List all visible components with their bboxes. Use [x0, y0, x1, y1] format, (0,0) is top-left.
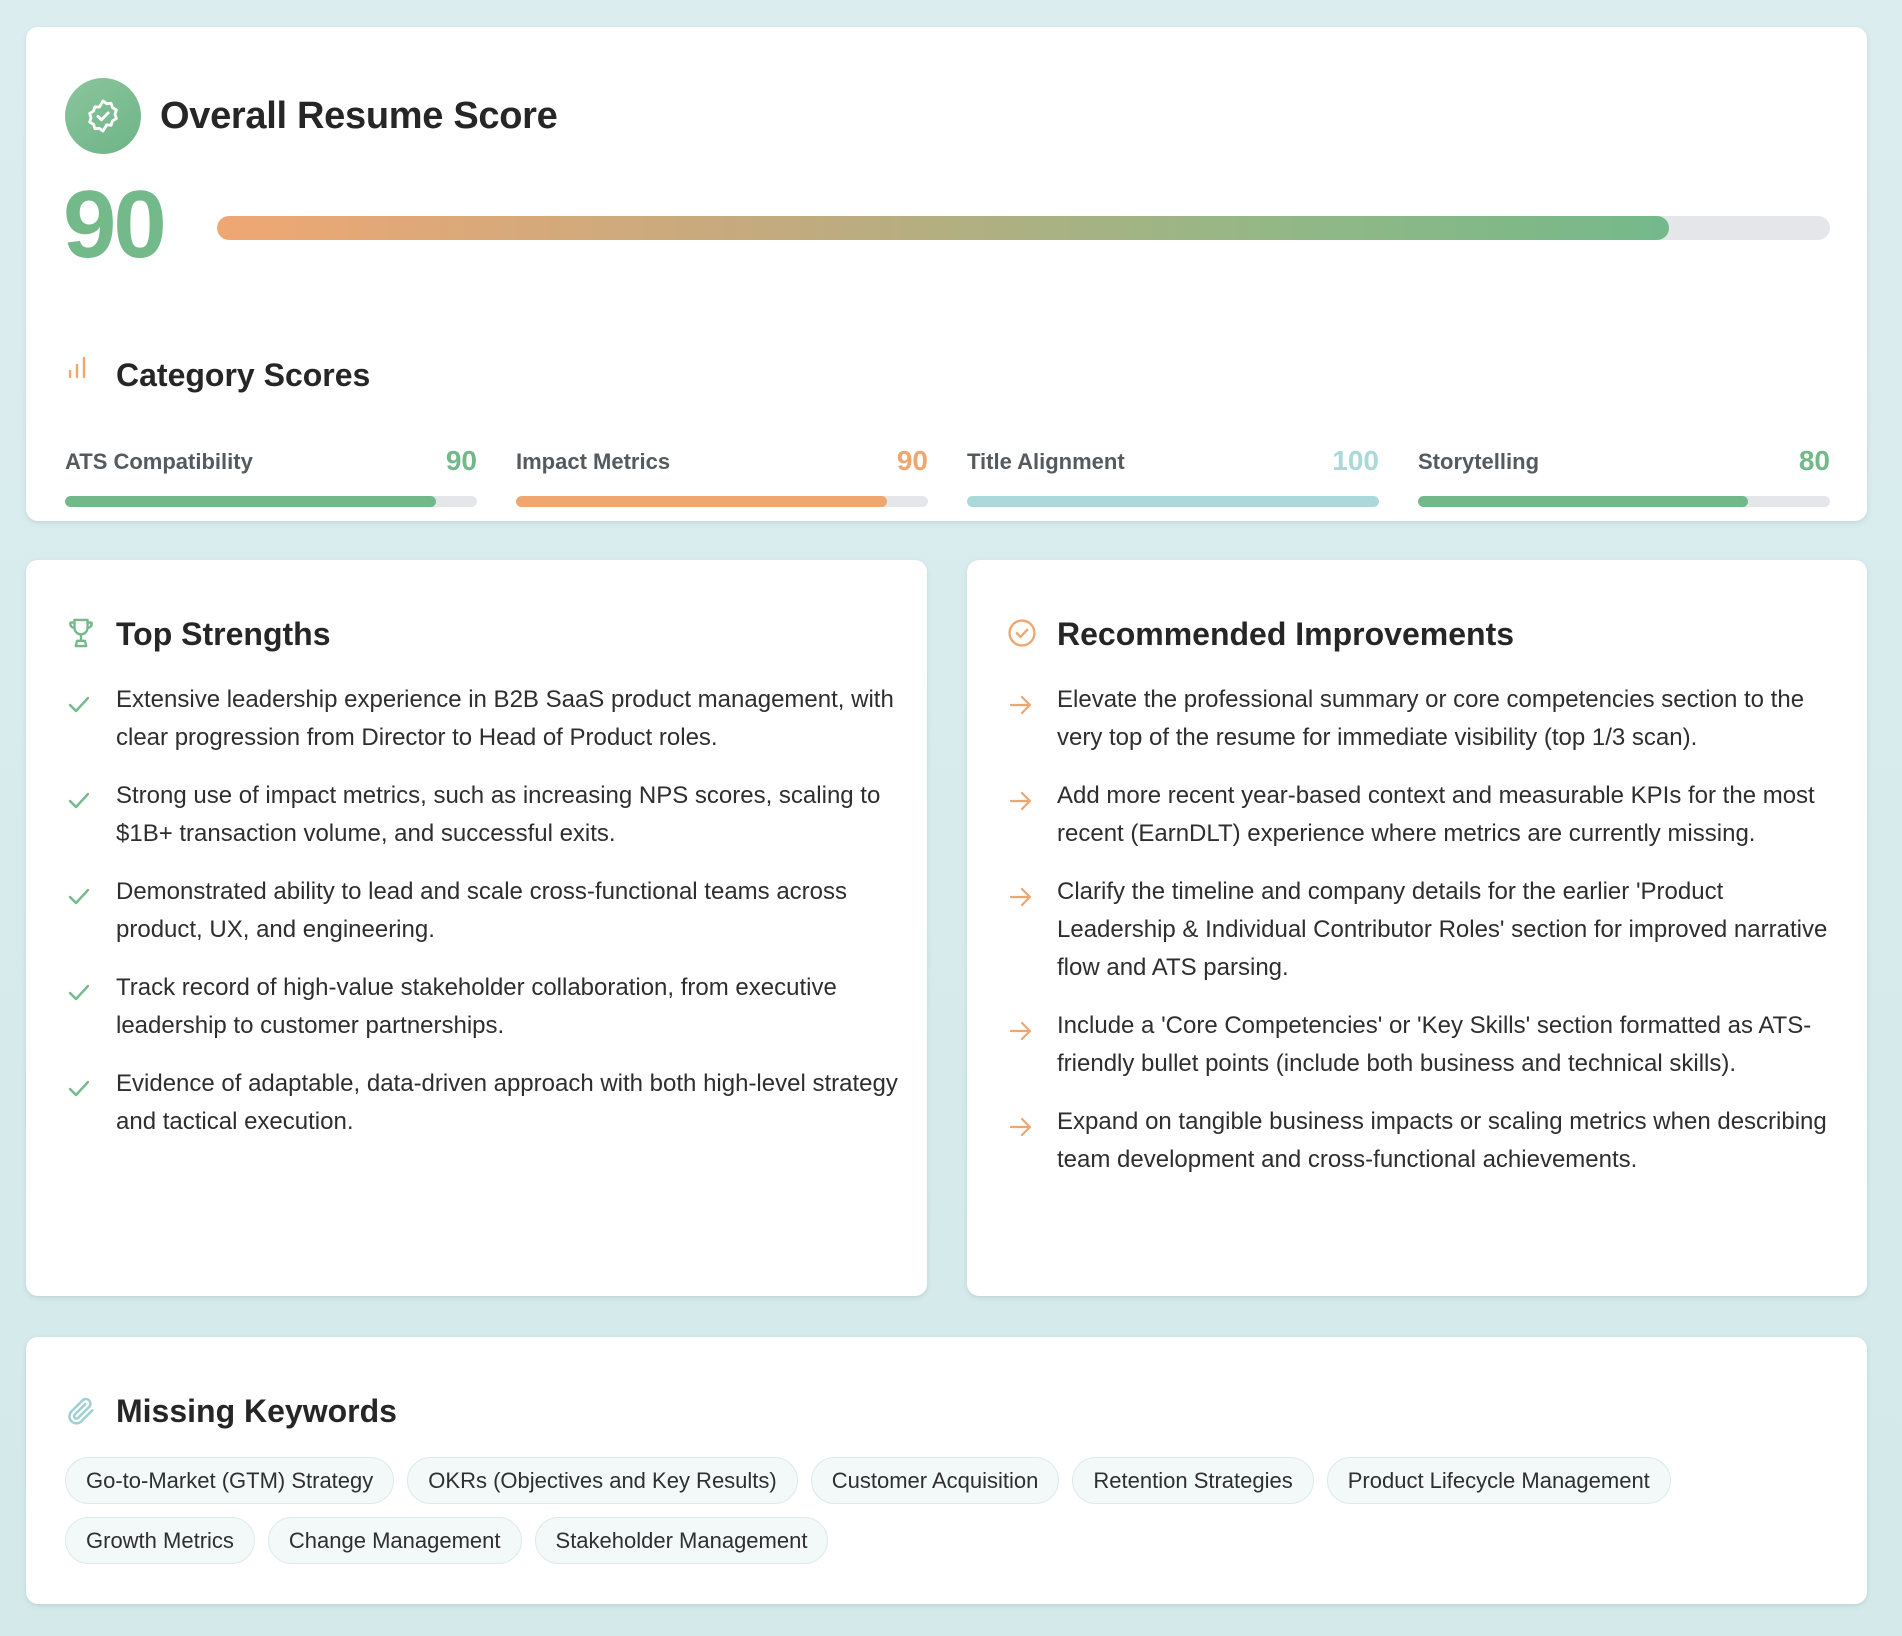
top-strengths-title: Top Strengths — [116, 616, 331, 652]
check-icon — [67, 978, 91, 1016]
improvement-text: Add more recent year-based context and measurable KPIs for the most recent (EarnDLT) experience where metrics are currently missing. — [1057, 782, 1815, 847]
bar-chart-icon — [65, 352, 91, 385]
category-score: 90 — [445, 445, 477, 476]
category-progress-bar — [967, 496, 1379, 507]
improvements-list — [1006, 681, 1839, 1199]
category-progress-bar — [65, 496, 477, 507]
keyword-chip: Retention Strategies — [1072, 1457, 1313, 1504]
category-label: Storytelling — [1418, 449, 1540, 474]
top-strengths-card — [26, 560, 927, 1296]
overall-score-title: Overall Resume Score — [160, 95, 558, 137]
improvement-text: Include a 'Core Competencies' or 'Key Skills' section formatted as ATS-friendly bullet points (include both business and technical skills). — [1057, 1012, 1812, 1077]
check-icon — [67, 1074, 91, 1112]
recommended-improvements-title: Recommended Improvements — [1057, 616, 1515, 652]
category-score: 80 — [1798, 445, 1830, 476]
keyword-chip: Customer Acquisition — [811, 1457, 1060, 1504]
keyword-chip: Go-to-Market (GTM) Strategy — [65, 1457, 394, 1504]
arrow-right-icon — [1008, 1112, 1034, 1150]
strength-text: Track record of high-value stakeholder collaboration, from executive leadership to customer partnerships. — [116, 974, 837, 1039]
category-progress-fill — [967, 496, 1379, 507]
improvement-item — [1006, 681, 1839, 757]
trophy-icon — [65, 616, 97, 655]
improvement-text: Expand on tangible business impacts or scaling metrics when describing team development and cross-functional achievements. — [1057, 1108, 1827, 1173]
overall-score-progress-bar — [217, 216, 1830, 240]
strength-item — [65, 1065, 899, 1141]
category-label: Title Alignment — [967, 449, 1125, 474]
check-icon — [67, 882, 91, 920]
strength-item — [65, 873, 899, 949]
improvement-text: Clarify the timeline and company details for the earlier 'Product Leadership & Individual Contributor Roles' section for improved narrative flow and ATS parsing. — [1057, 878, 1828, 981]
arrow-right-icon — [1008, 690, 1034, 728]
category-score: 100 — [1332, 445, 1379, 476]
strength-item — [65, 681, 899, 757]
category-progress-bar — [1418, 496, 1830, 507]
keyword-chip: Change Management — [268, 1517, 522, 1564]
keyword-chip: Growth Metrics — [65, 1517, 255, 1564]
strengths-list — [65, 681, 899, 1161]
arrow-right-icon — [1008, 786, 1034, 824]
category-label: Impact Metrics — [516, 449, 671, 474]
category-scores-title: Category Scores — [116, 357, 371, 393]
improvement-item — [1006, 1103, 1839, 1179]
missing-keywords-card — [26, 1337, 1867, 1604]
category-progress-fill — [1418, 496, 1748, 507]
paperclip-icon — [65, 1395, 97, 1432]
strength-text: Extensive leadership experience in B2B SaaS product management, with clear progression from Director to Head of Product roles. — [116, 686, 894, 751]
keyword-chip-list — [65, 1457, 1805, 1564]
category-score: 90 — [896, 445, 928, 476]
arrow-right-icon — [1008, 1016, 1034, 1054]
strength-text: Evidence of adaptable, data-driven approach with both high-level strategy and tactical execution. — [116, 1070, 898, 1135]
check-icon — [67, 690, 91, 728]
strength-text: Strong use of impact metrics, such as increasing NPS scores, scaling to $1B+ transaction volume, and successful exits. — [116, 782, 881, 847]
category-progress-fill — [65, 496, 436, 507]
arrow-right-icon — [1008, 882, 1034, 920]
improvement-text: Elevate the professional summary or core competencies section to the very top of the resume for immediate visibility (top 1/3 scan). — [1057, 686, 1805, 751]
overall-score-value: 90 — [63, 171, 164, 278]
keyword-chip: Product Lifecycle Management — [1327, 1457, 1671, 1504]
strength-item — [65, 969, 899, 1045]
category-label: ATS Compatibility — [65, 449, 253, 474]
keyword-chip: OKRs (Objectives and Key Results) — [407, 1457, 797, 1504]
category-progress-fill — [516, 496, 887, 507]
overall-score-card — [26, 27, 1867, 521]
strength-item — [65, 777, 899, 853]
badge-check-icon — [65, 78, 141, 154]
improvement-item — [1006, 1007, 1839, 1083]
recommended-improvements-card — [967, 560, 1867, 1296]
improvement-item — [1006, 777, 1839, 853]
keyword-chip: Stakeholder Management — [535, 1517, 829, 1564]
category-progress-bar — [516, 496, 928, 507]
check-icon — [67, 786, 91, 824]
improvement-item — [1006, 873, 1839, 987]
missing-keywords-title: Missing Keywords — [116, 1393, 397, 1429]
strength-text: Demonstrated ability to lead and scale cross-functional teams across product, UX, and engineering. — [116, 878, 848, 943]
circle-check-icon — [1006, 616, 1038, 655]
overall-score-progress-fill — [217, 216, 1669, 240]
